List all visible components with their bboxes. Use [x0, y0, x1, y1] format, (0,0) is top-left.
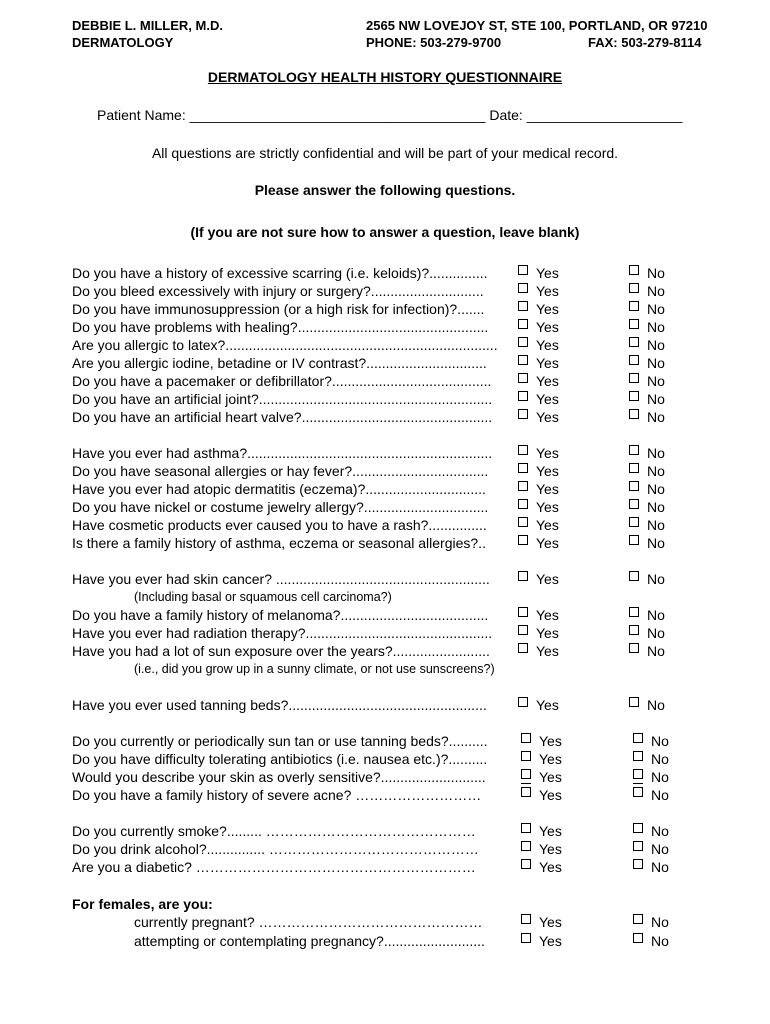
no-option[interactable] [633, 914, 669, 930]
question-text: Have you ever had skin cancer? ....................................................... [72, 571, 490, 587]
yes-label: Yes [539, 914, 562, 930]
yes-label: Yes [539, 933, 562, 949]
yes-label: Yes [536, 355, 559, 371]
no-option[interactable] [629, 625, 665, 641]
no-label: No [647, 265, 665, 281]
question-text: Do you have difficulty tolerating antibiotics (i.e. nausea etc.)?.......... [72, 751, 488, 767]
no-option[interactable] [629, 283, 665, 299]
yes-label: Yes [536, 445, 559, 461]
yes-checkbox[interactable] [518, 283, 528, 293]
no-checkbox[interactable] [629, 517, 639, 527]
doctor-name: DEBBIE L. MILLER, M.D. [72, 18, 223, 33]
question-text: Have cosmetic products ever caused you to have a rash?............... [72, 517, 487, 533]
yes-label: Yes [536, 499, 559, 515]
no-label: No [647, 301, 665, 317]
yes-option[interactable] [518, 463, 559, 479]
yes-checkbox[interactable] [521, 859, 531, 869]
question-text: Do you have a history of excessive scarring (i.e. keloids)?............... [72, 265, 488, 281]
yes-option[interactable] [518, 517, 559, 533]
yes-option[interactable] [521, 933, 562, 949]
no-option[interactable] [629, 265, 665, 281]
yes-option[interactable] [521, 787, 562, 803]
note-sun-exposure: (i.e., did you grow up in a sunny climate, or not use sunscreens?) [134, 662, 495, 676]
yes-checkbox[interactable] [518, 409, 528, 419]
yes-option[interactable] [518, 571, 559, 587]
no-label: No [651, 859, 669, 875]
yes-label: Yes [536, 625, 559, 641]
yes-option[interactable] [518, 625, 559, 641]
no-option[interactable] [633, 787, 669, 803]
no-option[interactable] [629, 517, 665, 533]
no-checkbox[interactable] [629, 355, 639, 365]
yes-option[interactable] [518, 337, 559, 353]
yes-checkbox[interactable] [521, 733, 531, 743]
no-label: No [647, 607, 665, 623]
yes-checkbox[interactable] [518, 643, 528, 653]
yes-label: Yes [539, 859, 562, 875]
yes-label: Yes [536, 265, 559, 281]
no-label: No [651, 751, 669, 767]
no-option[interactable] [629, 409, 665, 425]
no-checkbox[interactable] [629, 607, 639, 617]
yes-checkbox[interactable] [518, 517, 528, 527]
no-label: No [651, 933, 669, 949]
no-label: No [647, 535, 665, 551]
no-option[interactable] [633, 841, 669, 857]
question-text: Are you allergic iodine, betadine or IV contrast?............................... [72, 355, 487, 371]
no-label: No [647, 481, 665, 497]
question-text: currently pregnant? ………………………………………… [134, 914, 483, 930]
question-text: Do you have an artificial joint?............................................................ [72, 391, 493, 407]
note-skin-cancer: (Including basal or squamous cell carcinoma?) [134, 590, 392, 604]
no-option[interactable] [629, 697, 665, 713]
page-title: DERMATOLOGY HEALTH HISTORY QUESTIONNAIRE [207, 69, 563, 85]
yes-label: Yes [536, 607, 559, 623]
question-text: Do you have immunosuppression (or a high risk for infection)?....... [72, 301, 485, 317]
yes-checkbox[interactable] [518, 625, 528, 635]
question-text: Do you bleed excessively with injury or surgery?............................. [72, 283, 484, 299]
yes-option[interactable] [518, 697, 559, 713]
no-checkbox[interactable] [629, 373, 639, 383]
no-checkbox[interactable] [633, 823, 643, 833]
no-option[interactable] [629, 445, 665, 461]
yes-option[interactable] [521, 733, 562, 749]
yes-checkbox[interactable] [521, 787, 531, 797]
yes-option[interactable] [521, 823, 562, 839]
question-text: attempting or contemplating pregnancy?.......................... [134, 933, 485, 949]
no-label: No [647, 463, 665, 479]
question-text: Do you have an artificial heart valve?................................................. [72, 409, 493, 425]
yes-option[interactable] [518, 283, 559, 299]
no-label: No [647, 409, 665, 425]
yes-option[interactable] [521, 859, 562, 875]
no-checkbox[interactable] [633, 733, 643, 743]
no-checkbox[interactable] [629, 391, 639, 401]
question-text: Do you have seasonal allergies or hay fever?................................... [72, 463, 489, 479]
yes-checkbox[interactable] [518, 481, 528, 491]
no-option[interactable] [629, 373, 665, 389]
question-text: Do you have a family history of melanoma?...................................... [72, 607, 489, 623]
yes-checkbox[interactable] [521, 914, 531, 924]
yes-checkbox[interactable] [518, 301, 528, 311]
no-checkbox[interactable] [633, 933, 643, 943]
no-label: No [647, 319, 665, 335]
no-label: No [651, 914, 669, 930]
question-text: Would you describe your skin as overly sensitive?........................... [72, 769, 486, 785]
no-label: No [647, 445, 665, 461]
yes-checkbox[interactable] [518, 373, 528, 383]
question-text: Have you ever had asthma?............................................................... [72, 445, 493, 461]
yes-label: Yes [536, 301, 559, 317]
no-checkbox[interactable] [633, 841, 643, 851]
yes-option[interactable] [518, 535, 559, 551]
yes-option[interactable] [518, 355, 559, 371]
no-checkbox[interactable] [629, 643, 639, 653]
no-option[interactable] [629, 391, 665, 407]
yes-label: Yes [539, 841, 562, 857]
no-option[interactable] [633, 859, 669, 875]
no-checkbox[interactable] [633, 914, 643, 924]
yes-label: Yes [536, 337, 559, 353]
question-text: Do you have a pacemaker or defibrillator?......................................... [72, 373, 492, 389]
yes-checkbox[interactable] [518, 391, 528, 401]
question-text: Do you have problems with healing?................................................. [72, 319, 489, 335]
no-label: No [651, 823, 669, 839]
yes-label: Yes [536, 283, 559, 299]
yes-option[interactable] [518, 373, 559, 389]
no-label: No [647, 391, 665, 407]
no-checkbox[interactable] [629, 283, 639, 293]
yes-checkbox[interactable] [518, 445, 528, 455]
no-label: No [647, 625, 665, 641]
yes-checkbox[interactable] [518, 355, 528, 365]
no-label: No [651, 769, 669, 785]
no-option[interactable] [633, 933, 669, 949]
no-checkbox[interactable] [629, 301, 639, 311]
no-checkbox[interactable] [629, 319, 639, 329]
no-option[interactable] [629, 301, 665, 317]
yes-checkbox[interactable] [518, 319, 528, 329]
yes-label: Yes [536, 409, 559, 425]
no-label: No [647, 571, 665, 587]
yes-label: Yes [536, 319, 559, 335]
no-option[interactable] [629, 319, 665, 335]
clinic-phone: PHONE: 503-279-9700 [366, 35, 502, 50]
no-option[interactable] [629, 355, 665, 371]
yes-label: Yes [539, 823, 562, 839]
yes-option[interactable] [518, 445, 559, 461]
yes-label: Yes [536, 571, 559, 587]
instruction-leave-blank: (If you are not sure how to answer a question, leave blank) [190, 224, 580, 240]
yes-checkbox[interactable] [521, 823, 531, 833]
yes-label: Yes [536, 643, 559, 659]
yes-checkbox[interactable] [518, 463, 528, 473]
yes-checkbox[interactable] [521, 933, 531, 943]
no-label: No [651, 733, 669, 749]
no-checkbox[interactable] [629, 445, 639, 455]
yes-option[interactable] [521, 914, 562, 930]
yes-label: Yes [536, 373, 559, 389]
yes-checkbox[interactable] [518, 499, 528, 509]
question-text: Do you currently smoke?......... ……………………………………… [72, 823, 476, 839]
yes-label: Yes [536, 391, 559, 407]
yes-label: Yes [539, 751, 562, 767]
question-text: Are you allergic to latex?...................................................................... [72, 337, 498, 353]
instruction: Please answer the following questions. [254, 182, 516, 198]
no-label: No [647, 337, 665, 353]
no-label: No [647, 355, 665, 371]
yes-option[interactable] [518, 643, 559, 659]
yes-option[interactable] [518, 499, 559, 515]
confidential-note: All questions are strictly confidential and will be part of your medical record. [151, 145, 619, 161]
no-option[interactable] [629, 337, 665, 353]
no-option[interactable] [633, 733, 669, 749]
no-option[interactable] [629, 571, 665, 587]
yes-option[interactable] [518, 391, 559, 407]
yes-checkbox[interactable] [518, 535, 528, 545]
question-text: Do you drink alcohol?............... ……………………………………… [72, 841, 479, 857]
no-label: No [647, 373, 665, 389]
yes-label: Yes [536, 535, 559, 551]
yes-option[interactable] [518, 319, 559, 335]
no-checkbox[interactable] [629, 625, 639, 635]
yes-label: Yes [536, 517, 559, 533]
yes-option[interactable] [518, 301, 559, 317]
question-text: Is there a family history of asthma, eczema or seasonal allergies?.. [72, 535, 486, 551]
yes-option[interactable] [518, 265, 559, 281]
no-checkbox[interactable] [629, 535, 639, 545]
question-text: Have you ever had radiation therapy?................................................ [72, 625, 493, 641]
yes-label: Yes [536, 463, 559, 479]
no-label: No [651, 787, 669, 803]
no-checkbox[interactable] [629, 409, 639, 419]
yes-label: Yes [536, 697, 559, 713]
question-text: Are you a diabetic? …………………………………………………… [72, 859, 476, 875]
patient-name-date-line[interactable]: Patient Name: ______________________________________ Date: ____________________ [97, 107, 683, 123]
yes-checkbox[interactable] [518, 607, 528, 617]
no-option[interactable] [633, 751, 669, 767]
no-option[interactable] [629, 499, 665, 515]
question-text: Do you currently or periodically sun tan or use tanning beds?.......... [72, 733, 488, 749]
no-option[interactable] [633, 823, 669, 839]
yes-label: Yes [539, 733, 562, 749]
yes-checkbox[interactable] [518, 697, 528, 707]
yes-option[interactable] [521, 751, 562, 767]
no-option[interactable] [629, 643, 665, 659]
no-checkbox[interactable] [633, 751, 643, 761]
clinic-address: 2565 NW LOVEJOY ST, STE 100, PORTLAND, OR 97210 [366, 18, 708, 33]
clinic-fax: FAX: 503-279-8114 [588, 35, 702, 50]
no-label: No [647, 697, 665, 713]
no-checkbox[interactable] [629, 481, 639, 491]
no-label: No [647, 499, 665, 515]
no-checkbox[interactable] [629, 697, 639, 707]
no-option[interactable] [629, 463, 665, 479]
yes-checkbox[interactable] [518, 571, 528, 581]
female-heading: For females, are you: [72, 896, 213, 912]
yes-option[interactable] [521, 841, 562, 857]
yes-checkbox[interactable] [518, 265, 528, 275]
no-checkbox[interactable] [629, 265, 639, 275]
question-text: Have you ever used tanning beds?................................................... [72, 697, 487, 713]
question-text: Have you had a lot of sun exposure over the years?......................... [72, 643, 490, 659]
question-text: Have you ever had atopic dermatitis (eczema)?............................... [72, 481, 486, 497]
no-checkbox[interactable] [633, 769, 643, 779]
no-checkbox[interactable] [629, 337, 639, 347]
yes-option[interactable] [518, 481, 559, 497]
yes-checkbox[interactable] [521, 751, 531, 761]
question-text: Do you have a family history of severe acne? ……………………… [72, 787, 482, 803]
no-option[interactable] [629, 481, 665, 497]
no-checkbox[interactable] [633, 859, 643, 869]
no-label: No [647, 517, 665, 533]
specialty: DERMATOLOGY [72, 35, 174, 50]
question-text: Do you have nickel or costume jewelry allergy?................................ [72, 499, 489, 515]
no-option[interactable] [629, 607, 665, 623]
yes-checkbox[interactable] [518, 337, 528, 347]
no-checkbox[interactable] [629, 571, 639, 581]
yes-label: Yes [539, 787, 562, 803]
no-option[interactable] [629, 535, 665, 551]
yes-option[interactable] [518, 607, 559, 623]
no-checkbox[interactable] [633, 787, 643, 797]
no-checkbox[interactable] [629, 463, 639, 473]
yes-label: Yes [536, 481, 559, 497]
yes-checkbox[interactable] [521, 769, 531, 779]
yes-label: Yes [539, 769, 562, 785]
yes-checkbox[interactable] [521, 841, 531, 851]
no-label: No [647, 283, 665, 299]
no-checkbox[interactable] [629, 499, 639, 509]
no-label: No [647, 643, 665, 659]
no-label: No [651, 841, 669, 857]
yes-option[interactable] [518, 409, 559, 425]
